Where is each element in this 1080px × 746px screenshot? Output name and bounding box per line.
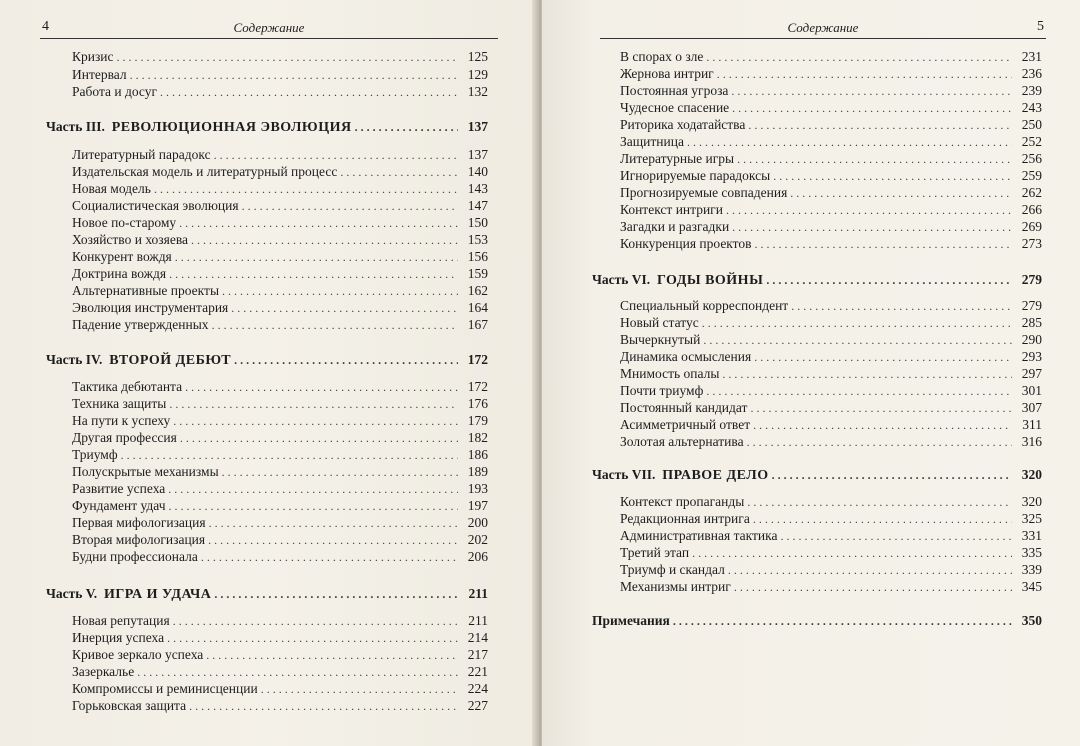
toc-entry (620, 218, 1042, 235)
toc-entry-title: Зазеркалье (72, 664, 135, 679)
toc-entry-title: Другая профессия (72, 430, 177, 445)
toc-entry (620, 167, 1042, 184)
toc-dot-leader (754, 349, 1012, 366)
left-running-title: Содержание (233, 20, 305, 35)
toc-entry (620, 314, 1042, 331)
toc-dot-leader (706, 383, 1012, 400)
toc-entry-title: Тактика дебютанта (72, 379, 183, 394)
toc-dot-leader (167, 630, 458, 647)
toc-dot-leader (773, 168, 1012, 185)
toc-entry (620, 133, 1042, 150)
toc-entry-title: Конкурент вождя (72, 249, 172, 264)
toc-page-number: 259 (1021, 168, 1042, 183)
toc-part-heading (46, 118, 488, 135)
toc-page-number: 350 (1021, 613, 1042, 628)
toc-dot-leader (173, 413, 458, 430)
toc-entry-title: Работа и досуг (72, 84, 158, 99)
toc-page-number: 137 (467, 147, 488, 162)
toc-entry (72, 480, 488, 497)
toc-entry-title: Первая мифологизация (72, 515, 206, 530)
toc-part-label: Часть VI. (592, 272, 651, 287)
toc-entry-title: Литературные игры (620, 151, 735, 166)
toc-entry (72, 66, 488, 83)
toc-part-heading (46, 585, 488, 602)
left-page (0, 0, 538, 746)
toc-entry (72, 265, 488, 282)
toc-part-label: Часть V. (46, 586, 98, 601)
toc-entry (620, 184, 1042, 201)
toc-page-number: 176 (467, 396, 488, 411)
toc-page-number: 273 (1021, 236, 1042, 251)
toc-entry (620, 416, 1042, 433)
toc-page-number: 129 (467, 67, 488, 82)
toc-dot-leader (731, 83, 1012, 100)
toc-dot-leader (214, 147, 458, 164)
toc-page-number: 156 (467, 249, 488, 264)
toc-entry (72, 48, 488, 65)
toc-dot-leader (748, 117, 1012, 134)
toc-page-number: 301 (1021, 383, 1042, 398)
toc-entry (72, 231, 488, 248)
toc-page-number: 325 (1021, 511, 1042, 526)
toc-page-number: 279 (1021, 298, 1042, 313)
toc-entry-title: Триумф (72, 447, 118, 462)
toc-page-number: 202 (467, 532, 488, 547)
toc-dot-leader (168, 481, 458, 498)
toc-page-number: 250 (1021, 117, 1042, 132)
toc-entry-title: Кризис (72, 49, 114, 64)
toc-dot-leader (734, 579, 1012, 596)
toc-dot-leader (737, 151, 1012, 168)
toc-page-number: 125 (467, 49, 488, 64)
toc-entry (620, 99, 1042, 116)
toc-entry (620, 365, 1042, 382)
toc-entry (620, 82, 1042, 99)
toc-page-number: 211 (468, 586, 488, 601)
toc-entry (620, 331, 1042, 348)
toc-entry (72, 629, 488, 646)
toc-page-number: 320 (1021, 494, 1042, 509)
toc-part-label: Часть III. (46, 119, 105, 134)
toc-page-number: 206 (467, 549, 488, 564)
toc-dot-leader (732, 100, 1012, 117)
toc-entry (72, 83, 488, 100)
toc-entry-title: На пути к успеху (72, 413, 171, 428)
toc-entry (72, 548, 488, 565)
toc-page-number: 132 (467, 84, 488, 99)
toc-entry (620, 433, 1042, 450)
toc-entry (72, 497, 488, 514)
toc-page-number: 279 (1021, 272, 1042, 287)
toc-page-number: 256 (1021, 151, 1042, 166)
toc-dot-leader (242, 198, 458, 215)
toc-page-number: 143 (467, 181, 488, 196)
toc-entry-title: Литературный парадокс (72, 147, 211, 162)
toc-page-number: 214 (467, 630, 488, 645)
toc-dot-leader (179, 215, 458, 232)
toc-dot-leader (208, 532, 458, 549)
toc-entry-title: В спорах о зле (620, 49, 704, 64)
left-page-number: 4 (42, 19, 49, 34)
toc-page-number: 224 (467, 681, 488, 696)
toc-dot-leader (137, 664, 458, 681)
right-page-number: 5 (1037, 19, 1044, 34)
toc-part-title: ИГРА И УДАЧА (103, 587, 212, 602)
toc-page-number: 290 (1021, 332, 1042, 347)
toc-entry (72, 429, 488, 446)
toc-entry-title: Будни профессионала (72, 549, 198, 564)
toc-entry (620, 578, 1042, 595)
toc-entry-title: Новый статус (620, 315, 699, 330)
toc-page-number: 345 (1021, 579, 1042, 594)
toc-dot-leader (717, 66, 1012, 83)
toc-entry (620, 65, 1042, 82)
toc-entry-title: Издательская модель и литературный процесс (72, 164, 338, 179)
toc-entry (620, 116, 1042, 133)
toc-page-number: 239 (1021, 83, 1042, 98)
toc-entry-title: Фундамент удач (72, 498, 166, 513)
toc-page-number: 137 (467, 119, 488, 134)
toc-entry (72, 282, 488, 299)
toc-entry-title: Редакционная интрига (620, 511, 750, 526)
toc-dot-leader (702, 315, 1012, 332)
toc-entry-title: Развитие успеха (72, 481, 166, 496)
toc-page-number: 331 (1021, 528, 1042, 543)
toc-dot-leader (175, 249, 458, 266)
toc-entry (620, 561, 1042, 578)
toc-page-number: 162 (467, 283, 488, 298)
toc-entry (72, 412, 488, 429)
toc-dot-leader (160, 84, 458, 101)
toc-entry-title: Техника защиты (72, 396, 167, 411)
toc-page-number: 172 (467, 379, 488, 394)
toc-entry-title: Постоянная угроза (620, 83, 729, 98)
toc-entry-title: Падение утвержденных (72, 317, 209, 332)
toc-dot-leader (154, 181, 458, 198)
toc-dot-leader (726, 202, 1012, 219)
toc-entry-title: Инерция успеха (72, 630, 165, 645)
toc-dot-leader (117, 49, 458, 66)
toc-entry (620, 493, 1042, 510)
toc-dot-leader (231, 300, 458, 317)
toc-entry (620, 201, 1042, 218)
toc-page-number: 285 (1021, 315, 1042, 330)
toc-page-number: 269 (1021, 219, 1042, 234)
toc-entry (620, 544, 1042, 561)
toc-page-number: 167 (467, 317, 488, 332)
toc-entry-title: Новое по-старому (72, 215, 177, 230)
toc-entry-title: Контекст интриги (620, 202, 723, 217)
toc-entry (72, 214, 488, 231)
toc-entry-title: Прогнозируемые совпадения (620, 185, 788, 200)
toc-entry-title: Третий этап (620, 545, 690, 560)
right-running-head (600, 16, 1046, 39)
toc-part-heading (46, 351, 488, 368)
toc-dot-leader (173, 613, 458, 630)
toc-entry-title: Социалистическая эволюция (72, 198, 239, 213)
toc-dot-leader (214, 586, 458, 603)
toc-entry (72, 646, 488, 663)
toc-dot-leader (180, 430, 458, 447)
toc-entry (72, 378, 488, 395)
toc-entry (72, 663, 488, 680)
left-running-head (40, 16, 498, 39)
toc-entry-title: Конкуренция проектов (620, 236, 752, 251)
toc-page-number: 252 (1021, 134, 1042, 149)
toc-dot-leader (781, 528, 1013, 545)
toc-entry (620, 297, 1042, 314)
toc-entry-title: Административная тактика (620, 528, 778, 543)
toc-page-number: 179 (467, 413, 488, 428)
toc-entry-title: Компромиссы и реминисценции (72, 681, 258, 696)
toc-entry (620, 48, 1042, 65)
toc-dot-leader (130, 67, 458, 84)
toc-dot-leader (772, 467, 1012, 484)
toc-entry (72, 446, 488, 463)
toc-part-title: ПРАВОЕ ДЕЛО (662, 468, 769, 483)
toc-page-number: 211 (468, 613, 488, 628)
toc-page-number: 153 (467, 232, 488, 247)
toc-entry (620, 527, 1042, 544)
toc-entry (620, 150, 1042, 167)
toc-entry-title: Альтернативные проекты (72, 283, 220, 298)
toc-dot-leader (212, 317, 458, 334)
toc-page-number: 320 (1021, 467, 1042, 482)
toc-entry-title: Интервал (72, 67, 127, 82)
toc-entry-title: Примечания (592, 613, 670, 628)
toc-dot-leader (747, 434, 1012, 451)
toc-entry-title: Золотая альтернатива (620, 434, 744, 449)
toc-page-number: 159 (467, 266, 488, 281)
toc-entry (620, 235, 1042, 252)
toc-dot-leader (703, 332, 1012, 349)
toc-entry (72, 697, 488, 714)
toc-entry-title: Чудесное спасение (620, 100, 730, 115)
toc-dot-leader (169, 396, 458, 413)
toc-page-number: 193 (467, 481, 488, 496)
toc-page-number: 217 (467, 647, 488, 662)
toc-page-number: 243 (1021, 100, 1042, 115)
toc-page-number: 189 (467, 464, 488, 479)
toc-dot-leader (747, 494, 1012, 511)
toc-entry (72, 316, 488, 333)
toc-entry-title: Полускрытые механизмы (72, 464, 219, 479)
toc-entry-title: Горьковская защита (72, 698, 187, 713)
toc-dot-leader (222, 283, 458, 300)
toc-dot-leader (169, 266, 458, 283)
toc-entry (72, 146, 488, 163)
toc-dot-leader (706, 49, 1012, 66)
toc-dot-leader (692, 545, 1012, 562)
toc-entry-title: Асимметричный ответ (620, 417, 751, 432)
toc-dot-leader (673, 613, 1012, 630)
toc-entry-title: Почти триумф (620, 383, 704, 398)
toc-dot-leader (750, 400, 1012, 417)
toc-part-label: Часть IV. (46, 352, 103, 367)
toc-page-number: 297 (1021, 366, 1042, 381)
toc-dot-leader (169, 498, 458, 515)
toc-page-number: 221 (467, 664, 488, 679)
toc-entry-title: Новая репутация (72, 613, 170, 628)
toc-entry-title: Контекст пропаганды (620, 494, 745, 509)
toc-entry-title: Динамика осмысления (620, 349, 752, 364)
toc-page-number: 150 (467, 215, 488, 230)
toc-page-number: 262 (1021, 185, 1042, 200)
toc-dot-leader (206, 647, 458, 664)
toc-entry (72, 248, 488, 265)
toc-part-title: РЕВОЛЮЦИОННАЯ ЭВОЛЮЦИЯ (111, 120, 352, 135)
toc-page-number: 231 (1021, 49, 1042, 64)
toc-entry (72, 680, 488, 697)
toc-page-number: 147 (467, 198, 488, 213)
toc-entry-title: Эволюция инструментария (72, 300, 229, 315)
toc-entry-title: Защитница (620, 134, 684, 149)
toc-entry-title: Вычеркнутый (620, 332, 701, 347)
toc-part-heading (592, 612, 1042, 629)
toc-entry-title: Новая модель (72, 181, 151, 196)
toc-page-number: 186 (467, 447, 488, 462)
toc-page-number: 197 (467, 498, 488, 513)
toc-entry-title: Загадки и разгадки (620, 219, 730, 234)
toc-dot-leader (753, 417, 1012, 434)
toc-entry-title: Специальный корреспондент (620, 298, 789, 313)
toc-dot-leader (185, 379, 458, 396)
toc-entry-title: Жернова интриг (620, 66, 714, 81)
toc-page-number: 182 (467, 430, 488, 445)
toc-dot-leader (189, 698, 458, 715)
toc-entry-title: Триумф и скандал (620, 562, 725, 577)
toc-entry (72, 299, 488, 316)
toc-dot-leader (209, 515, 458, 532)
toc-entry-title: Механизмы интриг (620, 579, 731, 594)
toc-entry-title: Кривое зеркало успеха (72, 647, 204, 662)
toc-entry-title: Мнимость опалы (620, 366, 720, 381)
toc-dot-leader (201, 549, 458, 566)
toc-entry (72, 463, 488, 480)
toc-dot-leader (728, 562, 1012, 579)
toc-entry (72, 514, 488, 531)
toc-dot-leader (766, 272, 1012, 289)
toc-entry (620, 510, 1042, 527)
toc-dot-leader (790, 185, 1012, 202)
toc-dot-leader (191, 232, 458, 249)
toc-dot-leader (791, 298, 1012, 315)
right-running-title: Содержание (787, 20, 859, 35)
toc-page-number: 293 (1021, 349, 1042, 364)
toc-dot-leader (261, 681, 458, 698)
toc-entry (72, 531, 488, 548)
toc-entry (620, 348, 1042, 365)
toc-entry-title: Риторика ходатайства (620, 117, 746, 132)
toc-part-title: ГОДЫ ВОЙНЫ (656, 273, 764, 288)
toc-part-label: Часть VII. (592, 467, 656, 482)
toc-dot-leader (121, 447, 458, 464)
toc-page-number: 140 (467, 164, 488, 179)
toc-page-number: 335 (1021, 545, 1042, 560)
right-page (542, 0, 1080, 746)
toc-entry (72, 197, 488, 214)
toc-entry (72, 395, 488, 412)
toc-page-number: 311 (1022, 417, 1042, 432)
toc-dot-leader (755, 236, 1012, 253)
toc-part-title: ВТОРОЙ ДЕБЮТ (109, 353, 232, 368)
toc-entry-title: Хозяйство и хозяева (72, 232, 189, 247)
toc-dot-leader (732, 219, 1012, 236)
toc-entry-title: Игнорируемые парадоксы (620, 168, 771, 183)
toc-dot-leader (722, 366, 1012, 383)
toc-page-number: 266 (1021, 202, 1042, 217)
toc-entry (620, 399, 1042, 416)
toc-entry-title: Постоянный кандидат (620, 400, 748, 415)
toc-page-number: 307 (1021, 400, 1042, 415)
toc-entry (72, 612, 488, 629)
toc-dot-leader (355, 119, 458, 136)
toc-entry-title: Вторая мифологизация (72, 532, 206, 547)
toc-page-number: 339 (1021, 562, 1042, 577)
toc-dot-leader (340, 164, 458, 181)
toc-page-number: 236 (1021, 66, 1042, 81)
toc-page-number: 227 (467, 698, 488, 713)
toc-page-number: 200 (467, 515, 488, 530)
toc-part-heading (592, 271, 1042, 288)
toc-entry (72, 163, 488, 180)
toc-dot-leader (753, 511, 1012, 528)
toc-page-number: 164 (467, 300, 488, 315)
toc-entry (72, 180, 488, 197)
toc-dot-leader (687, 134, 1012, 151)
toc-dot-leader (222, 464, 458, 481)
toc-entry (620, 382, 1042, 399)
toc-dot-leader (234, 352, 458, 369)
toc-page-number: 316 (1021, 434, 1042, 449)
toc-page-number: 172 (467, 352, 488, 367)
toc-entry-title: Доктрина вождя (72, 266, 167, 281)
toc-part-heading (592, 466, 1042, 483)
